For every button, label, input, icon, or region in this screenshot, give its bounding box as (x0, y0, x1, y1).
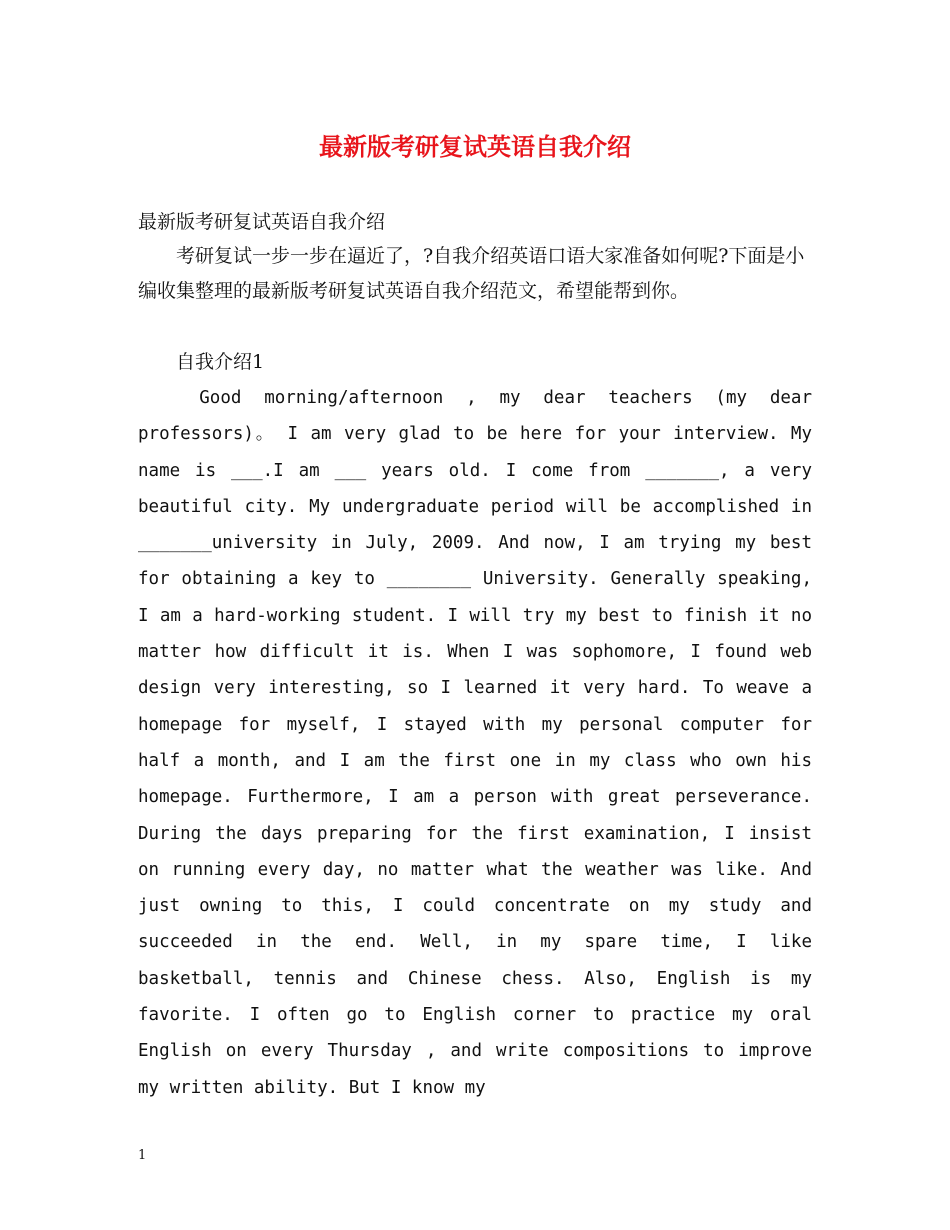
section-heading: 自我介绍1 (176, 351, 265, 373)
document-title: 最新版考研复试英语自我介绍 (319, 132, 631, 161)
page-number: 1 (138, 1148, 147, 1163)
english-self-introduction-paragraph: Good morning/afternoon , my dear teachers (my dear professors)。 I am very glad to be here for your interview. My name is ___.I am ___ years old. I come from _______, a very beautiful city. My undergraduate period will be accomplished in _______university in July, 2009. And now, I am trying my best for obtaining a key to ________ University. Generally speaking, I am a hard-working student. I will try my best to finish it no matter how difficult it is. When I was sophomore, I found web design very interesting, so I learned it very hard. To weave a homepage for myself, I stayed with my personal computer for half a month, and I am the first one in my class who own his homepage. Furthermore, I am a person with great perseverance. During the days preparing for the first examination, I insist on running every day, no matter what the weather was like. And just owning to this, I could concentrate on my study and succeeded in the end. Well, in my spare time, I like basketball, tennis and Chinese chess. Also, English is my favorite. I often go to English corner to practice my oral English on every Thursday , and write compositions to improve my written ability. But I know my (138, 388, 812, 1098)
intro-paragraph: 考研复试一步一步在逼近了，?自我介绍英语口语大家准备如何呢?下面是小编收集整理的最新版考研复试英语自我介绍范文，希望能帮到你。 (138, 245, 805, 302)
document-subtitle: 最新版考研复试英语自我介绍 (138, 211, 386, 233)
